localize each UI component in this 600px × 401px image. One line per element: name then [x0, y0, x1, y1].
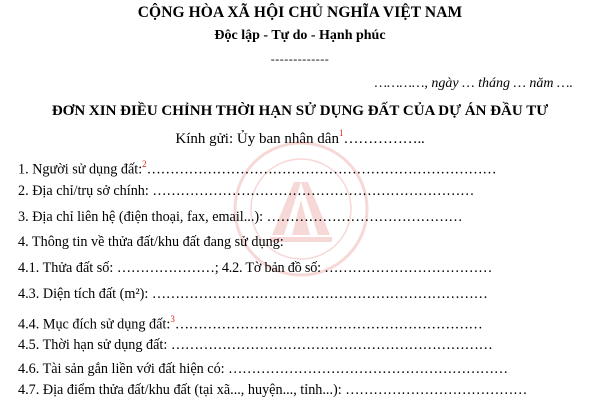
national-motto: Độc lập - Tự do - Hạnh phúc: [214, 28, 386, 43]
field-attached-assets: 4.6. Tài sản gắn liền với đất hiện có: ……………………………………………………: [18, 361, 508, 377]
field-land-use-term: 4.5. Thời hạn sử dụng đất: ……………………………………………………………: [18, 337, 493, 353]
field-land-user: 1. Người sử dụng đất:$^2$…………………………………………………………………: [18, 159, 497, 178]
field-land-info-heading: 4. Thông tin về thửa đất/khu đất đang sử dụng:: [18, 234, 284, 250]
document-title: ĐƠN XIN ĐIỀU CHỈNH THỜI HẠN SỬ DỤNG ĐẤT CỦA DỰ ÁN ĐẦU TƯ: [51, 103, 549, 119]
heading-divider: -------------: [270, 52, 330, 66]
footnote-marker: 1: [338, 128, 344, 138]
recipient-blank: ……………..: [343, 131, 425, 147]
field-address: 2. Địa chỉ/trụ sở chính: ……………………………………………………………: [18, 183, 475, 199]
footnote-marker: 3: [170, 314, 175, 324]
date-line: …………, ngày … tháng … năm ….: [374, 76, 573, 91]
field-location: 4.7. Địa điểm thửa đất/khu đất (tại xã..., huyện..., tỉnh...): …………………………………: [18, 382, 528, 398]
field-contact: 3. Địa chỉ liên hệ (điện thoại, fax, email...): ……………………………………: [18, 209, 463, 225]
field-area: 4.3. Diện tích đất (m²): ………………………………………………………………: [18, 286, 488, 302]
footnote-marker: 2: [142, 159, 147, 169]
field-land-use-purpose: 4.4. Mục đích sử dụng đất:$^3$…………………………………………………………: [18, 314, 483, 333]
recipient-label: Kính gửi: Ủy ban nhân dân: [175, 131, 339, 147]
field-parcel-number: 4.1. Thửa đất số: …………………; 4.2. Tờ bản đồ số: ………………………………: [18, 260, 493, 276]
recipient-line: [0, 129, 600, 148]
national-heading: CỘNG HÒA XÃ HỘI CHỦ NGHĨA VIỆT NAM: [137, 4, 463, 21]
